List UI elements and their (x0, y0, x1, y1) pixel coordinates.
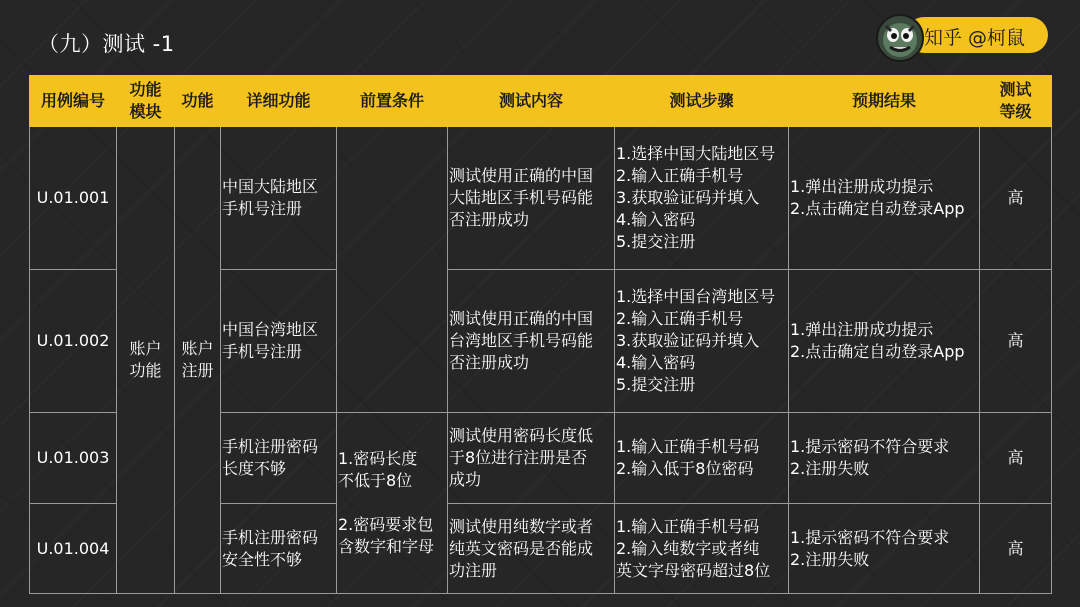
expected-cell: 1.提示密码不符合要求 2.注册失败 (789, 413, 980, 504)
module-cell: 账户 功能 (117, 127, 175, 594)
table-header-row (30, 76, 1052, 127)
expected-cell: 1.提示密码不符合要求 2.注册失败 (789, 504, 980, 594)
header-cell: 功能 模块 (117, 76, 175, 127)
level-cell: 高 (980, 127, 1052, 270)
header-cell: 测试步骤 (615, 76, 789, 127)
detail-cell: 中国台湾地区 手机号注册 (221, 270, 337, 413)
level-cell: 高 (980, 270, 1052, 413)
content-cell: 测试使用密码长度低 于8位进行注册是否 成功 (448, 413, 615, 504)
header-cell: 前置条件 (337, 76, 448, 127)
content-cell: 测试使用正确的中国 台湾地区手机号码能 否注册成功 (448, 270, 615, 413)
case-id-cell: U.01.001 (30, 127, 117, 270)
steps-cell: 1.选择中国台湾地区号 2.输入正确手机号 3.获取验证码并填入 4.输入密码 5.提交注册 (615, 270, 789, 413)
header-cell: 测试 等级 (980, 76, 1052, 127)
detail-cell: 手机注册密码 安全性不够 (221, 504, 337, 594)
page-title: （九）测试 -1 (38, 32, 175, 56)
test-case-table (29, 75, 1052, 594)
level-cell: 高 (980, 413, 1052, 504)
level-cell: 高 (980, 504, 1052, 594)
header-cell: 测试内容 (448, 76, 615, 127)
precondition-cell-empty (337, 127, 448, 413)
steps-cell: 1.输入正确手机号码 2.输入低于8位密码 (615, 413, 789, 504)
detail-cell: 手机注册密码 长度不够 (221, 413, 337, 504)
steps-cell: 1.选择中国大陆地区号 2.输入正确手机号 3.获取验证码并填入 4.输入密码 5.提交注册 (615, 127, 789, 270)
content-cell: 测试使用正确的中国 大陆地区手机号码能 否注册成功 (448, 127, 615, 270)
case-id-cell: U.01.002 (30, 270, 117, 413)
precondition-cell: 1.密码长度 不低于8位 2.密码要求包 含数字和字母 (337, 413, 448, 594)
expected-cell: 1.弹出注册成功提示 2.点击确定自动登录App (789, 270, 980, 413)
content-cell: 测试使用纯数字或者 纯英文密码是否能成 功注册 (448, 504, 615, 594)
brand-badge (876, 14, 1048, 56)
table-row (30, 127, 1052, 270)
brand-text: 知乎 @柯鼠 (924, 27, 1026, 49)
detail-cell: 中国大陆地区 手机号注册 (221, 127, 337, 270)
cartoon-mascot-avatar-icon (876, 14, 924, 62)
case-id-cell: U.01.003 (30, 413, 117, 504)
steps-cell: 1.输入正确手机号码 2.输入纯数字或者纯 英文字母密码超过8位 (615, 504, 789, 594)
header-cell: 用例编号 (30, 76, 117, 127)
header-cell: 详细功能 (221, 76, 337, 127)
header-cell: 功能 (175, 76, 221, 127)
header-cell: 预期结果 (789, 76, 980, 127)
case-id-cell: U.01.004 (30, 504, 117, 594)
feature-cell: 账户 注册 (175, 127, 221, 594)
expected-cell: 1.弹出注册成功提示 2.点击确定自动登录App (789, 127, 980, 270)
